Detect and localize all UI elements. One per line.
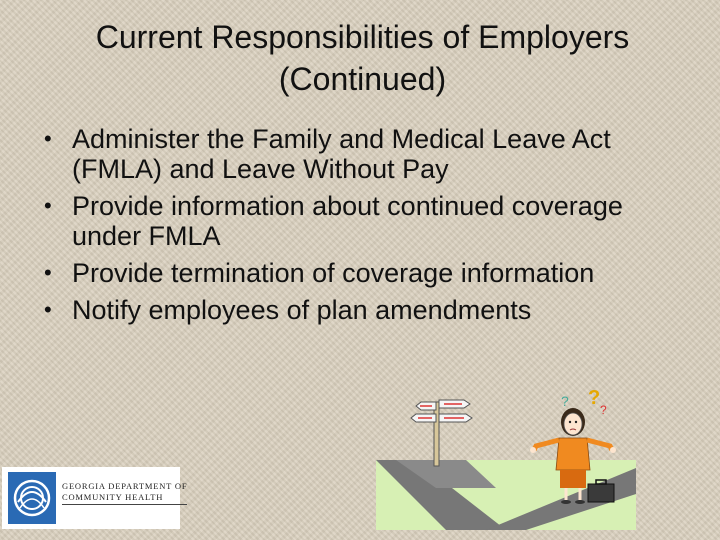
question-mark: ? (561, 393, 569, 409)
bullet-text: Notify employees of plan amendments (72, 295, 532, 325)
title-line-2: (Continued) (278, 61, 447, 97)
question-mark: ? (600, 403, 607, 417)
logo-line-2: COMMUNITY HEALTH (62, 492, 164, 502)
bullet-text: Provide termination of coverage information (72, 258, 595, 288)
bullet-item (44, 258, 684, 288)
bullet-dot-icon: • (44, 260, 52, 285)
bullet-text: Provide information about continued coverage under FMLA (72, 191, 623, 251)
logo-text (62, 481, 187, 505)
bullet-item (44, 124, 684, 184)
bullet-list (44, 124, 684, 332)
department-emblem-icon (8, 472, 56, 524)
bullet-item (44, 295, 684, 325)
confused-person-at-crossroads-icon (376, 388, 636, 530)
bullet-item (44, 191, 684, 251)
organization-logo (2, 467, 188, 529)
logo-line-1: GEORGIA DEPARTMENT OF (62, 481, 188, 491)
title-line-1: Current Responsibilities of Employers (95, 19, 630, 55)
slide-title (40, 16, 685, 100)
bullet-dot-icon: • (44, 297, 52, 322)
bullet-dot-icon: • (44, 193, 52, 218)
bullet-dot-icon: • (44, 126, 52, 151)
question-mark: ? (588, 388, 601, 409)
bullet-text: Administer the Family and Medical Leave Act (FMLA) and Leave Without Pay (72, 124, 611, 184)
